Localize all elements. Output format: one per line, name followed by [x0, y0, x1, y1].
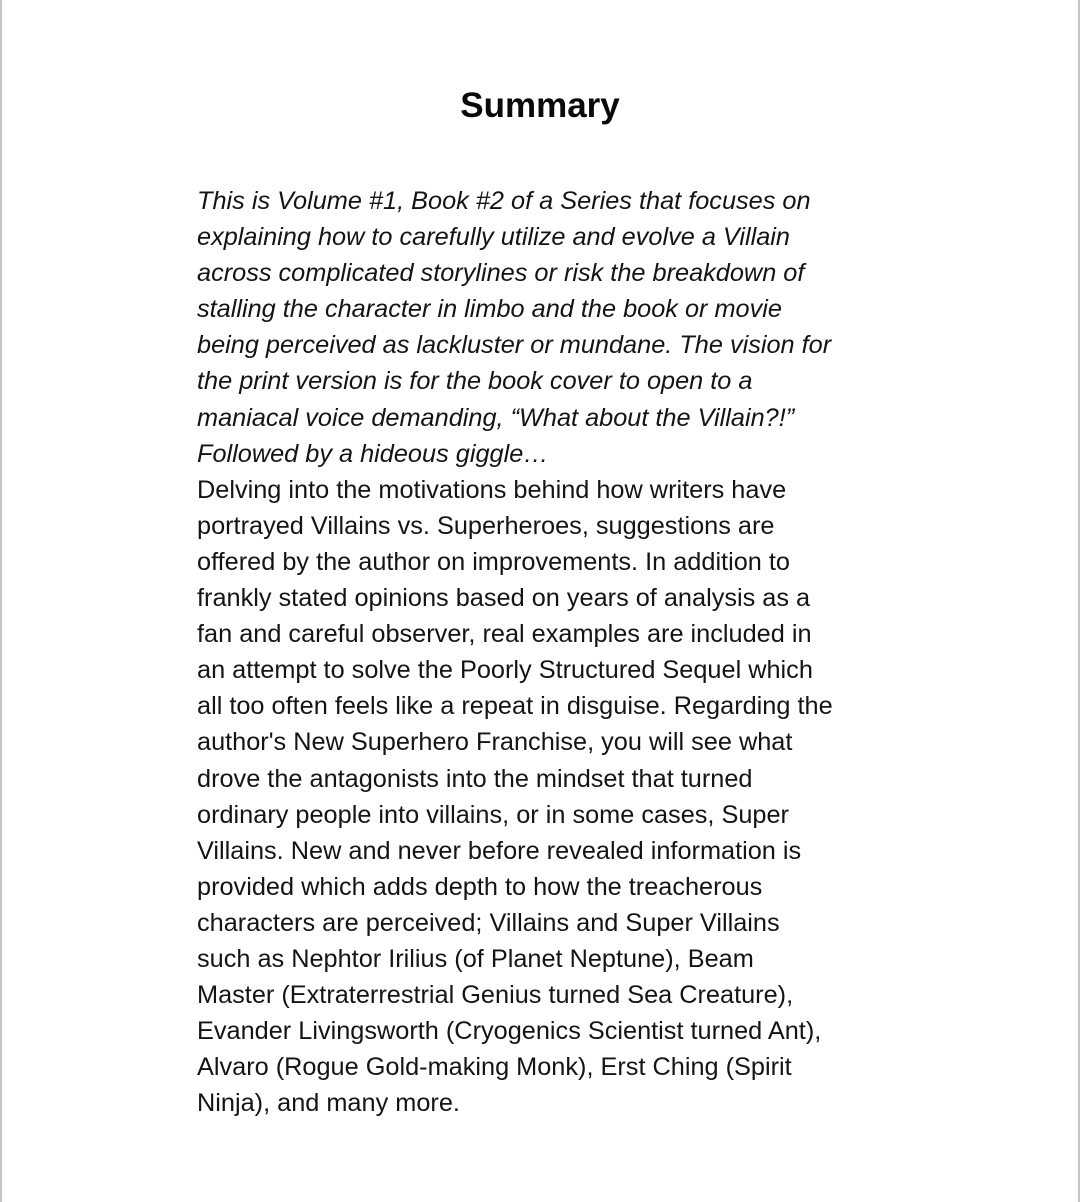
- intro-paragraph: [197, 183, 897, 472]
- text-line: drove the antagonists into the mindset that turned: [197, 764, 753, 793]
- page-edge-left: [0, 0, 2, 1202]
- text-line: author's New Superhero Franchise, you will see what: [197, 728, 793, 757]
- text-line: portrayed Villains vs. Superheroes, suggestions are: [197, 511, 775, 540]
- text-line: such as Nephtor Irilius (of Planet Neptune), Beam: [197, 944, 754, 973]
- text-line: across complicated storylines or risk the breakdown of: [197, 259, 805, 288]
- text-line: all too often feels like a repeat in disguise. Regarding the: [197, 692, 833, 721]
- text-line: Delving into the motivations behind how writers have: [197, 475, 787, 504]
- text-line: ordinary people into villains, or in some cases, Super: [197, 800, 789, 829]
- text-line: Followed by a hideous giggle…: [197, 439, 549, 468]
- text-line: stalling the character in limbo and the book or movie: [197, 295, 782, 324]
- text-line: Ninja), and many more.: [197, 1089, 460, 1118]
- text-line: provided which adds depth to how the treacherous: [197, 872, 763, 901]
- text-line: Villains. New and never before revealed information is: [197, 836, 802, 865]
- text-line: explaining how to carefully utilize and evolve a Villain: [197, 223, 790, 252]
- text-line: Alvaro (Rogue Gold-making Monk), Erst Ching (Spirit: [197, 1053, 792, 1082]
- text-line: being perceived as lackluster or mundane. The vision for: [197, 331, 832, 360]
- text-line: This is Volume #1, Book #2 of a Series that focuses on: [197, 187, 811, 215]
- text-line: offered by the author on improvements. In addition to: [197, 547, 790, 576]
- text-line: frankly stated opinions based on years of analysis as a: [197, 584, 811, 613]
- body-paragraph: [197, 472, 897, 1122]
- text-line: Master (Extraterrestrial Genius turned Sea Creature),: [197, 981, 794, 1010]
- text-line: characters are perceived; Villains and Super Villains: [197, 908, 780, 937]
- text-line: maniacal voice demanding, “What about the Villain?!”: [197, 403, 795, 432]
- text-line: an attempt to solve the Poorly Structured Sequel which: [197, 656, 813, 685]
- text-line: fan and careful observer, real examples are included in: [197, 620, 812, 649]
- text-line: the print version is for the book cover to open to a: [197, 367, 753, 396]
- page-title: Summary: [460, 86, 620, 125]
- text-line: Evander Livingsworth (Cryogenics Scientist turned Ant),: [197, 1017, 822, 1046]
- summary-text: [197, 183, 897, 1121]
